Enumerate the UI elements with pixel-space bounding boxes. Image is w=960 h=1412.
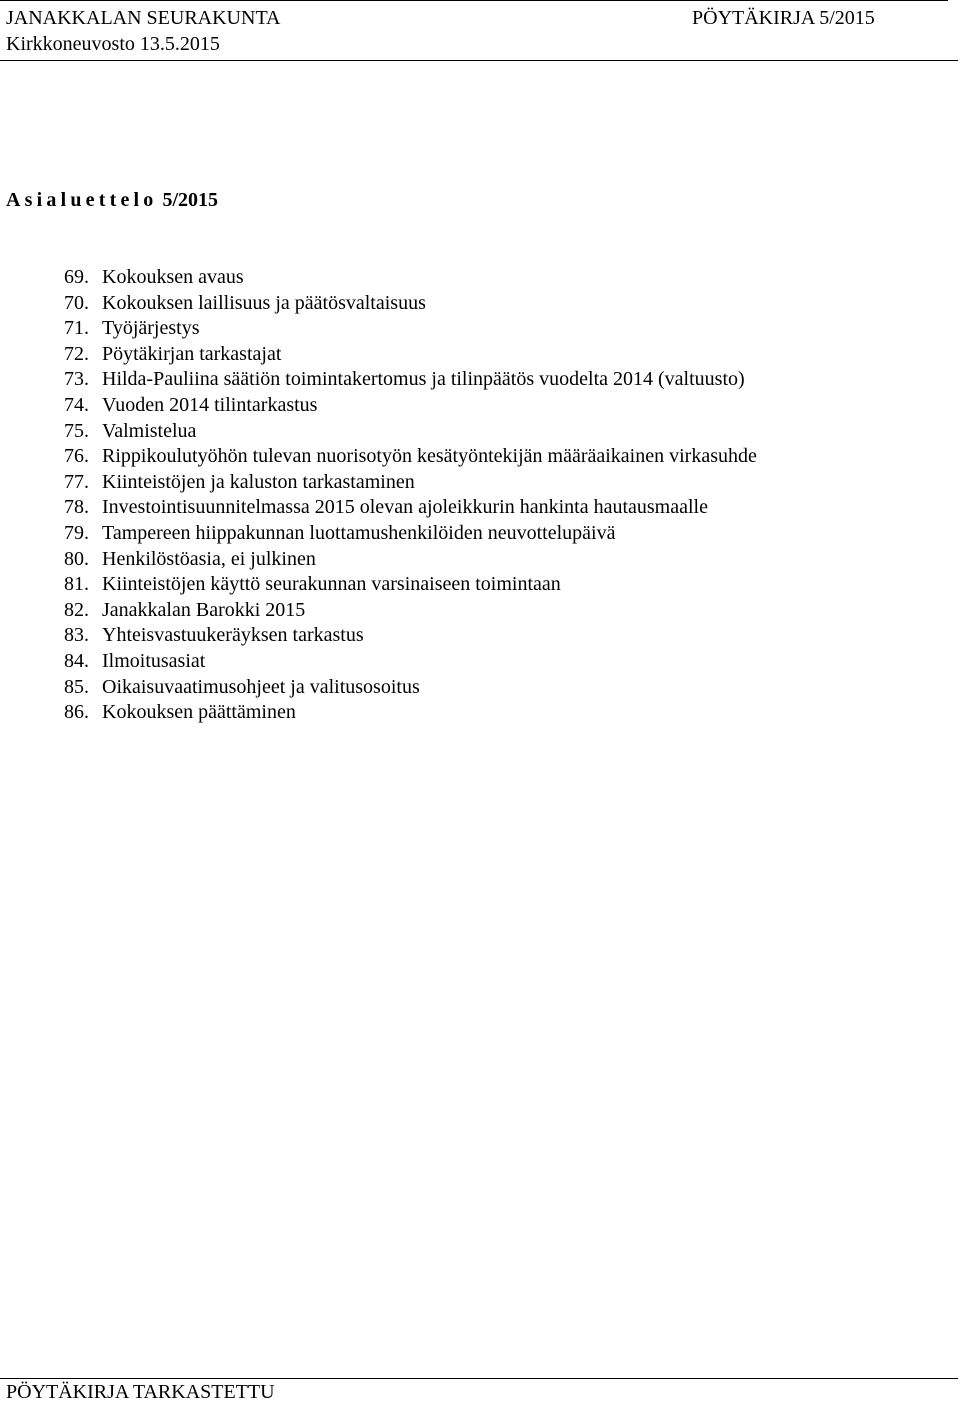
agenda-item (64, 470, 757, 496)
agenda-item (64, 700, 757, 726)
agenda-item-text: Investointisuunnitelmassa 2015 olevan ajoleikkurin hankinta hautausmaalle (102, 496, 708, 519)
agenda-item-number: 78. (64, 496, 89, 519)
agenda-item (64, 444, 757, 470)
footer-rule (0, 1378, 958, 1379)
agenda-item (64, 419, 757, 445)
agenda-item-number: 86. (64, 701, 89, 724)
agenda-item (64, 265, 757, 291)
header-bottom-rule (0, 60, 958, 61)
agenda-item-text: Henkilöstöasia, ei julkinen (102, 547, 316, 570)
agenda-item-number: 75. (64, 419, 89, 442)
agenda-item-number: 84. (64, 649, 89, 672)
agenda-item-text: Hilda-Pauliina säätiön toimintakertomus ja tilinpäätös vuodelta 2014 (valtuusto) (102, 368, 745, 391)
agenda-item-number: 70. (64, 291, 89, 314)
agenda-item-number: 81. (64, 573, 89, 596)
agenda-item (64, 316, 757, 342)
agenda-item-text: Yhteisvastuukeräyksen tarkastus (102, 624, 364, 647)
agenda-item (64, 598, 757, 624)
agenda-item-text: Valmistelua (102, 419, 197, 442)
agenda-item-text: Kiinteistöjen käyttö seurakunnan varsinaiseen toimintaan (102, 573, 561, 596)
agenda-item (64, 291, 757, 317)
agenda-item (64, 649, 757, 675)
agenda-item-text: Oikaisuvaatimusohjeet ja valitusosoitus (102, 675, 420, 698)
agenda-item-number: 71. (64, 317, 89, 340)
document-id: PÖYTÄKIRJA 5/2015 (692, 7, 875, 29)
agenda-item-number: 83. (64, 624, 89, 647)
agenda-item-text: Ilmoitusasiat (102, 649, 206, 672)
agenda-item-number: 69. (64, 266, 89, 288)
agenda-item-text: Janakkalan Barokki 2015 (102, 598, 306, 621)
agenda-list (64, 265, 757, 726)
agenda-item (64, 495, 757, 521)
agenda-item (64, 367, 757, 393)
page-title-word: Asialuettelo (6, 189, 158, 211)
agenda-item-text: Rippikoulutyöhön tulevan nuorisotyön kesätyöntekijän määräaikainen virkasuhde (102, 445, 757, 468)
agenda-item-number: 77. (64, 470, 89, 493)
agenda-item-text: Kokouksen avaus (102, 266, 244, 288)
agenda-item-number: 82. (64, 598, 89, 621)
agenda-item-number: 72. (64, 342, 89, 365)
agenda-item-text: Vuoden 2014 tilintarkastus (102, 393, 318, 416)
header-top-rule (0, 0, 948, 1)
agenda-item (64, 521, 757, 547)
meeting-info: Kirkkoneuvosto 13.5.2015 (6, 33, 220, 55)
agenda-item (64, 547, 757, 573)
agenda-item (64, 675, 757, 701)
agenda-item-text: Pöytäkirjan tarkastajat (102, 342, 282, 365)
agenda-item-text: Kokouksen päättäminen (102, 701, 296, 724)
footer-text: PÖYTÄKIRJA TARKASTETTU (6, 1381, 275, 1403)
page-title-number: 5/2015 (162, 189, 219, 211)
agenda-item-number: 74. (64, 393, 89, 416)
agenda-item (64, 393, 757, 419)
agenda-item-number: 79. (64, 521, 89, 544)
agenda-item-number: 73. (64, 368, 89, 391)
agenda-item-text: Kokouksen laillisuus ja päätösvaltaisuus (102, 291, 426, 314)
agenda-item-text: Tampereen hiippakunnan luottamushenkilöiden neuvottelupäivä (102, 521, 616, 544)
page-footer (0, 1372, 960, 1412)
page-title (6, 188, 218, 212)
organization-name: JANAKKALAN SEURAKUNTA (6, 7, 281, 29)
agenda-item-text: Kiinteistöjen ja kaluston tarkastaminen (102, 470, 415, 493)
agenda-item-number: 76. (64, 445, 89, 468)
agenda-item (64, 342, 757, 368)
page-header (0, 0, 960, 64)
agenda-item-number: 85. (64, 675, 89, 698)
agenda-item-number: 80. (64, 547, 89, 570)
agenda-item (64, 572, 757, 598)
agenda-item-text: Työjärjestys (102, 317, 200, 340)
agenda-item (64, 623, 757, 649)
